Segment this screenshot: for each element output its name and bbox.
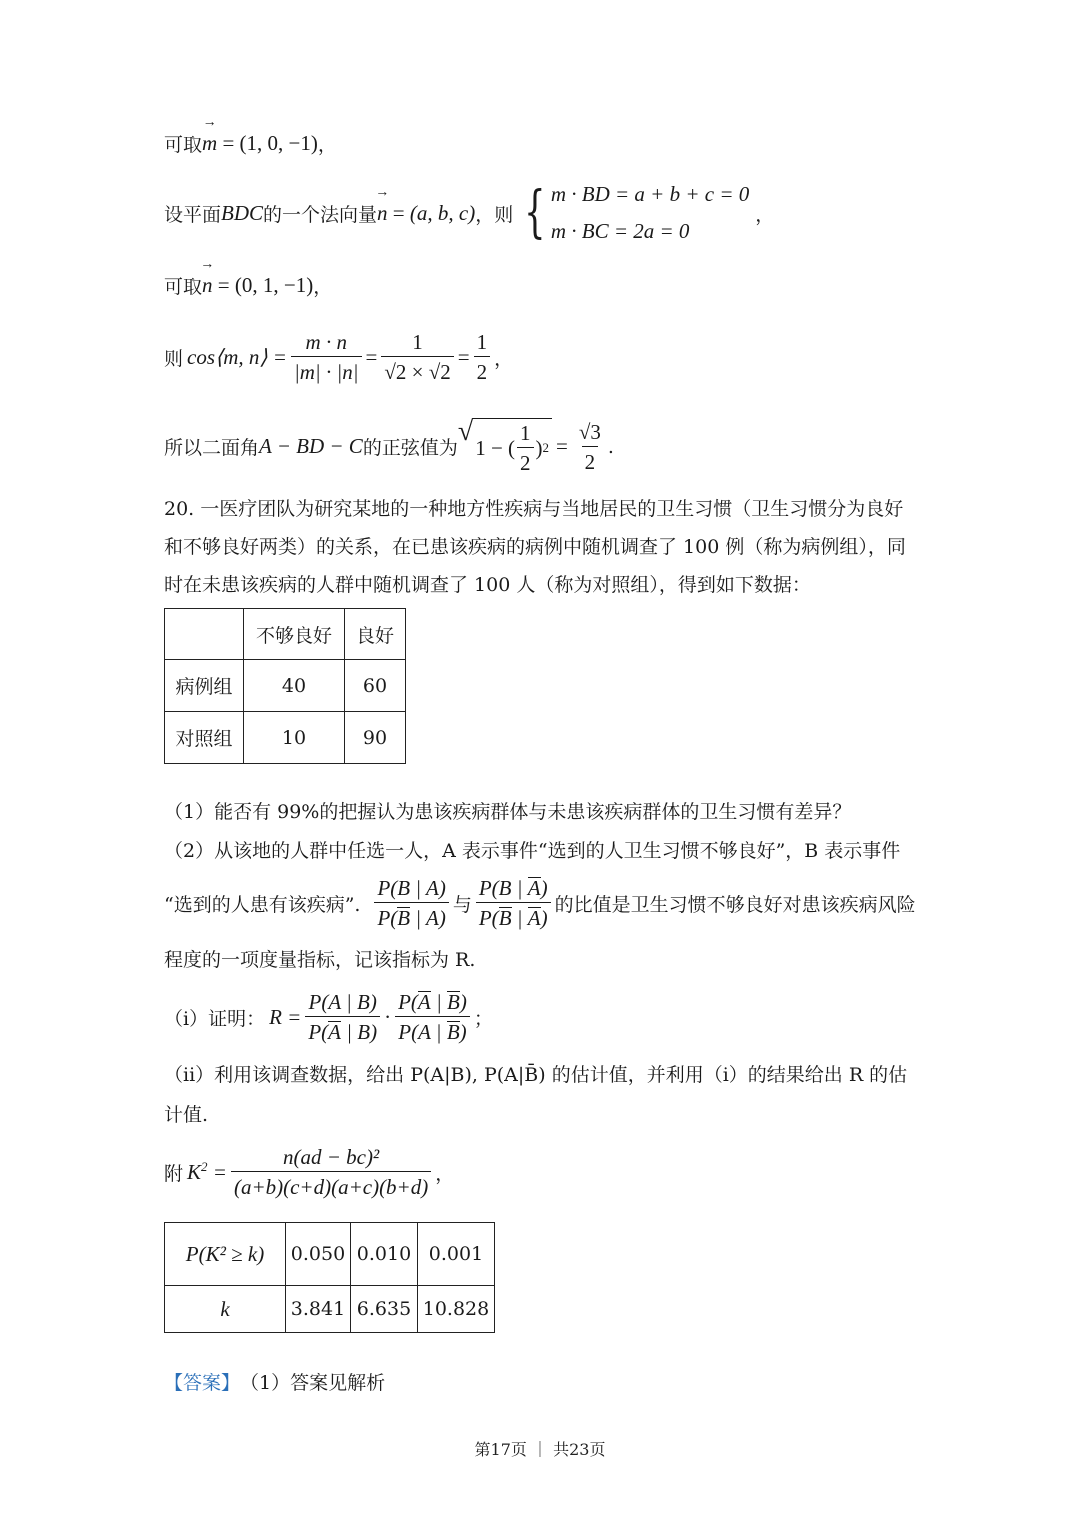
vector-n: → n xyxy=(377,201,388,226)
attach-prefix: 附 xyxy=(164,1162,184,1185)
dihedral-angle: A − BD − C xyxy=(259,434,363,459)
table-cell: 6.635 xyxy=(351,1286,418,1333)
take-n-prefix: 可取 xyxy=(164,276,203,298)
table-cell: 60 xyxy=(345,660,406,712)
question-i xyxy=(164,990,493,1044)
plane-mid: 的一个法向量 xyxy=(263,203,378,226)
answer-line xyxy=(164,1368,385,1395)
table-header-cell xyxy=(165,609,244,660)
cos-fraction-1: $\frac{m \cdot n}{|m| \cdot |n|}$ xyxy=(291,330,362,384)
survey-table xyxy=(164,608,406,764)
table-header-cell: 不够良好 xyxy=(244,609,345,660)
cos-line xyxy=(164,330,513,384)
k-squared-formula xyxy=(164,1145,454,1199)
r-fraction-2: $\frac{P(A | B)}{P(A | B)}$ xyxy=(395,990,470,1044)
equals-sign: = xyxy=(457,344,470,369)
vector-m: → m xyxy=(202,131,217,156)
sine-mid: 的正弦值为 xyxy=(362,437,458,460)
equals-sign: = xyxy=(212,273,235,297)
period: . xyxy=(607,435,614,458)
problem-20-text: 20. 一医疗团队为研究某地的一种地方性疾病与当地居民的卫生习惯（卫生习惯分为良好和不够良好两类）的关系，在已患该疾病的病例中随机调查了 100 例（称为病例组），同时在未患该疾病的人群中随机调查了 100 人（称为对照组），得到如下数据： xyxy=(164,498,906,596)
sine-result: $\frac{√3}{2}$ xyxy=(578,419,601,474)
question-ii-line-2: 计值. xyxy=(164,1104,209,1126)
semicolon: ； xyxy=(473,1007,493,1030)
r-fraction-1: $\frac{P(A | B)}{P(A | B)}$ xyxy=(305,990,380,1044)
left-brace-icon: { xyxy=(524,180,546,245)
q2-suffix: 的比值是卫生习惯不够良好对患该疾病风险 xyxy=(554,893,916,916)
k-squared-fraction: $\frac{\text{n(ad − bc)²}}{(a+b)(c+d)(a+c)(b+d)}$ xyxy=(231,1145,431,1199)
equation-2: m · BC = 2a = 0 xyxy=(550,219,690,243)
plane-vec: (a, b, c) xyxy=(409,200,476,225)
sine-line xyxy=(164,418,614,475)
table-cell: 0.001 xyxy=(418,1223,495,1286)
q2-and: 与 xyxy=(452,893,472,916)
table-cell: 40 xyxy=(244,660,345,712)
plane-normal-line xyxy=(164,182,774,244)
vector-n-value: (0, 1, −1) xyxy=(234,273,314,297)
comma: ， xyxy=(494,347,514,370)
question-2-line-1: （2）从该地的人群中任选一人，A 表示事件“选到的人卫生习惯不够良好”，B 表示事件 xyxy=(164,840,901,862)
take-n-line xyxy=(164,272,332,299)
equals-sign: = xyxy=(365,344,378,369)
table-cell: 0.010 xyxy=(351,1223,418,1286)
table-header-cell: P(K² ≥ k) xyxy=(165,1223,286,1286)
table-cell: 10.828 xyxy=(418,1286,495,1333)
equation-system xyxy=(517,182,749,244)
comma: ， xyxy=(755,203,775,226)
table-header-cell: 良好 xyxy=(345,609,406,660)
answer-text: （1）答案见解析 xyxy=(240,1372,386,1394)
equals-sign: = xyxy=(556,434,568,459)
table-cell: 0.050 xyxy=(286,1223,351,1286)
plane-then: ，则 xyxy=(475,203,514,226)
sine-prefix: 所以二面角 xyxy=(164,437,260,460)
cos-expr: cos⟨m, n⟩ = xyxy=(187,344,287,369)
table-cell: 3.841 xyxy=(286,1286,351,1333)
vector-n: → n xyxy=(202,273,213,298)
cos-fraction-2: $\frac{1}{√2 \times √2}$ xyxy=(381,330,453,384)
sqrt-expression: √ 1 − ( $\frac{1}{2}$ ) 2 xyxy=(458,418,552,475)
sqrt-icon: √ xyxy=(457,416,474,447)
dot: · xyxy=(384,1004,392,1029)
take-m-line xyxy=(164,130,337,157)
comma: ， xyxy=(313,276,333,298)
table-cell: 对照组 xyxy=(165,712,244,764)
qi-prefix: （i）证明： xyxy=(164,1007,266,1030)
comma: ， xyxy=(435,1162,455,1185)
equals-sign: = xyxy=(217,131,240,155)
table-header-cell: k xyxy=(165,1286,286,1333)
comma: ， xyxy=(317,134,337,156)
ratio-fraction-1: $\frac{P(B | A)}{P(B | A)}$ xyxy=(374,876,448,930)
page-footer: 第17页 ｜ 共23页 xyxy=(474,1440,606,1459)
critical-value-table xyxy=(164,1222,495,1333)
question-ii-line-1: （ii）利用该调查数据，给出 P(A|B), P(A|B̄) 的估计值，并利用（i）的结果给出 R 的估 xyxy=(164,1064,908,1086)
table-cell: 10 xyxy=(244,712,345,764)
equals-sign: = xyxy=(387,200,410,225)
table-cell: 病例组 xyxy=(165,660,244,712)
k-squared-label: $K^2$ = xyxy=(187,1159,227,1185)
question-1: （1）能否有 99%的把握认为患该疾病群体与未患该疾病群体的卫生习惯有差异？ xyxy=(164,801,852,823)
plane-prefix: 设平面 xyxy=(164,203,222,226)
cos-fraction-3: $\frac{1}{2}$ xyxy=(474,330,491,384)
ratio-fraction-2: $\frac{P(B | A)}{P(B | A)}$ xyxy=(476,876,551,930)
table-cell: 90 xyxy=(345,712,406,764)
question-2-line-2 xyxy=(164,876,916,930)
q2-prefix: “选到的人患有该疾病”. xyxy=(164,893,361,916)
question-2-line-3: 程度的一项度量指标，记该指标为 R. xyxy=(164,949,476,971)
equation-1: m · BD = a + b + c = 0 xyxy=(550,182,750,206)
plane-name: BDC xyxy=(221,200,264,225)
r-label: R = xyxy=(269,1004,302,1029)
vector-m-value: (1, 0, −1) xyxy=(239,131,318,155)
cos-prefix: 则 xyxy=(164,347,184,370)
take-m-prefix: 可取 xyxy=(164,134,203,156)
answer-tag: 【答案】 xyxy=(164,1372,241,1394)
